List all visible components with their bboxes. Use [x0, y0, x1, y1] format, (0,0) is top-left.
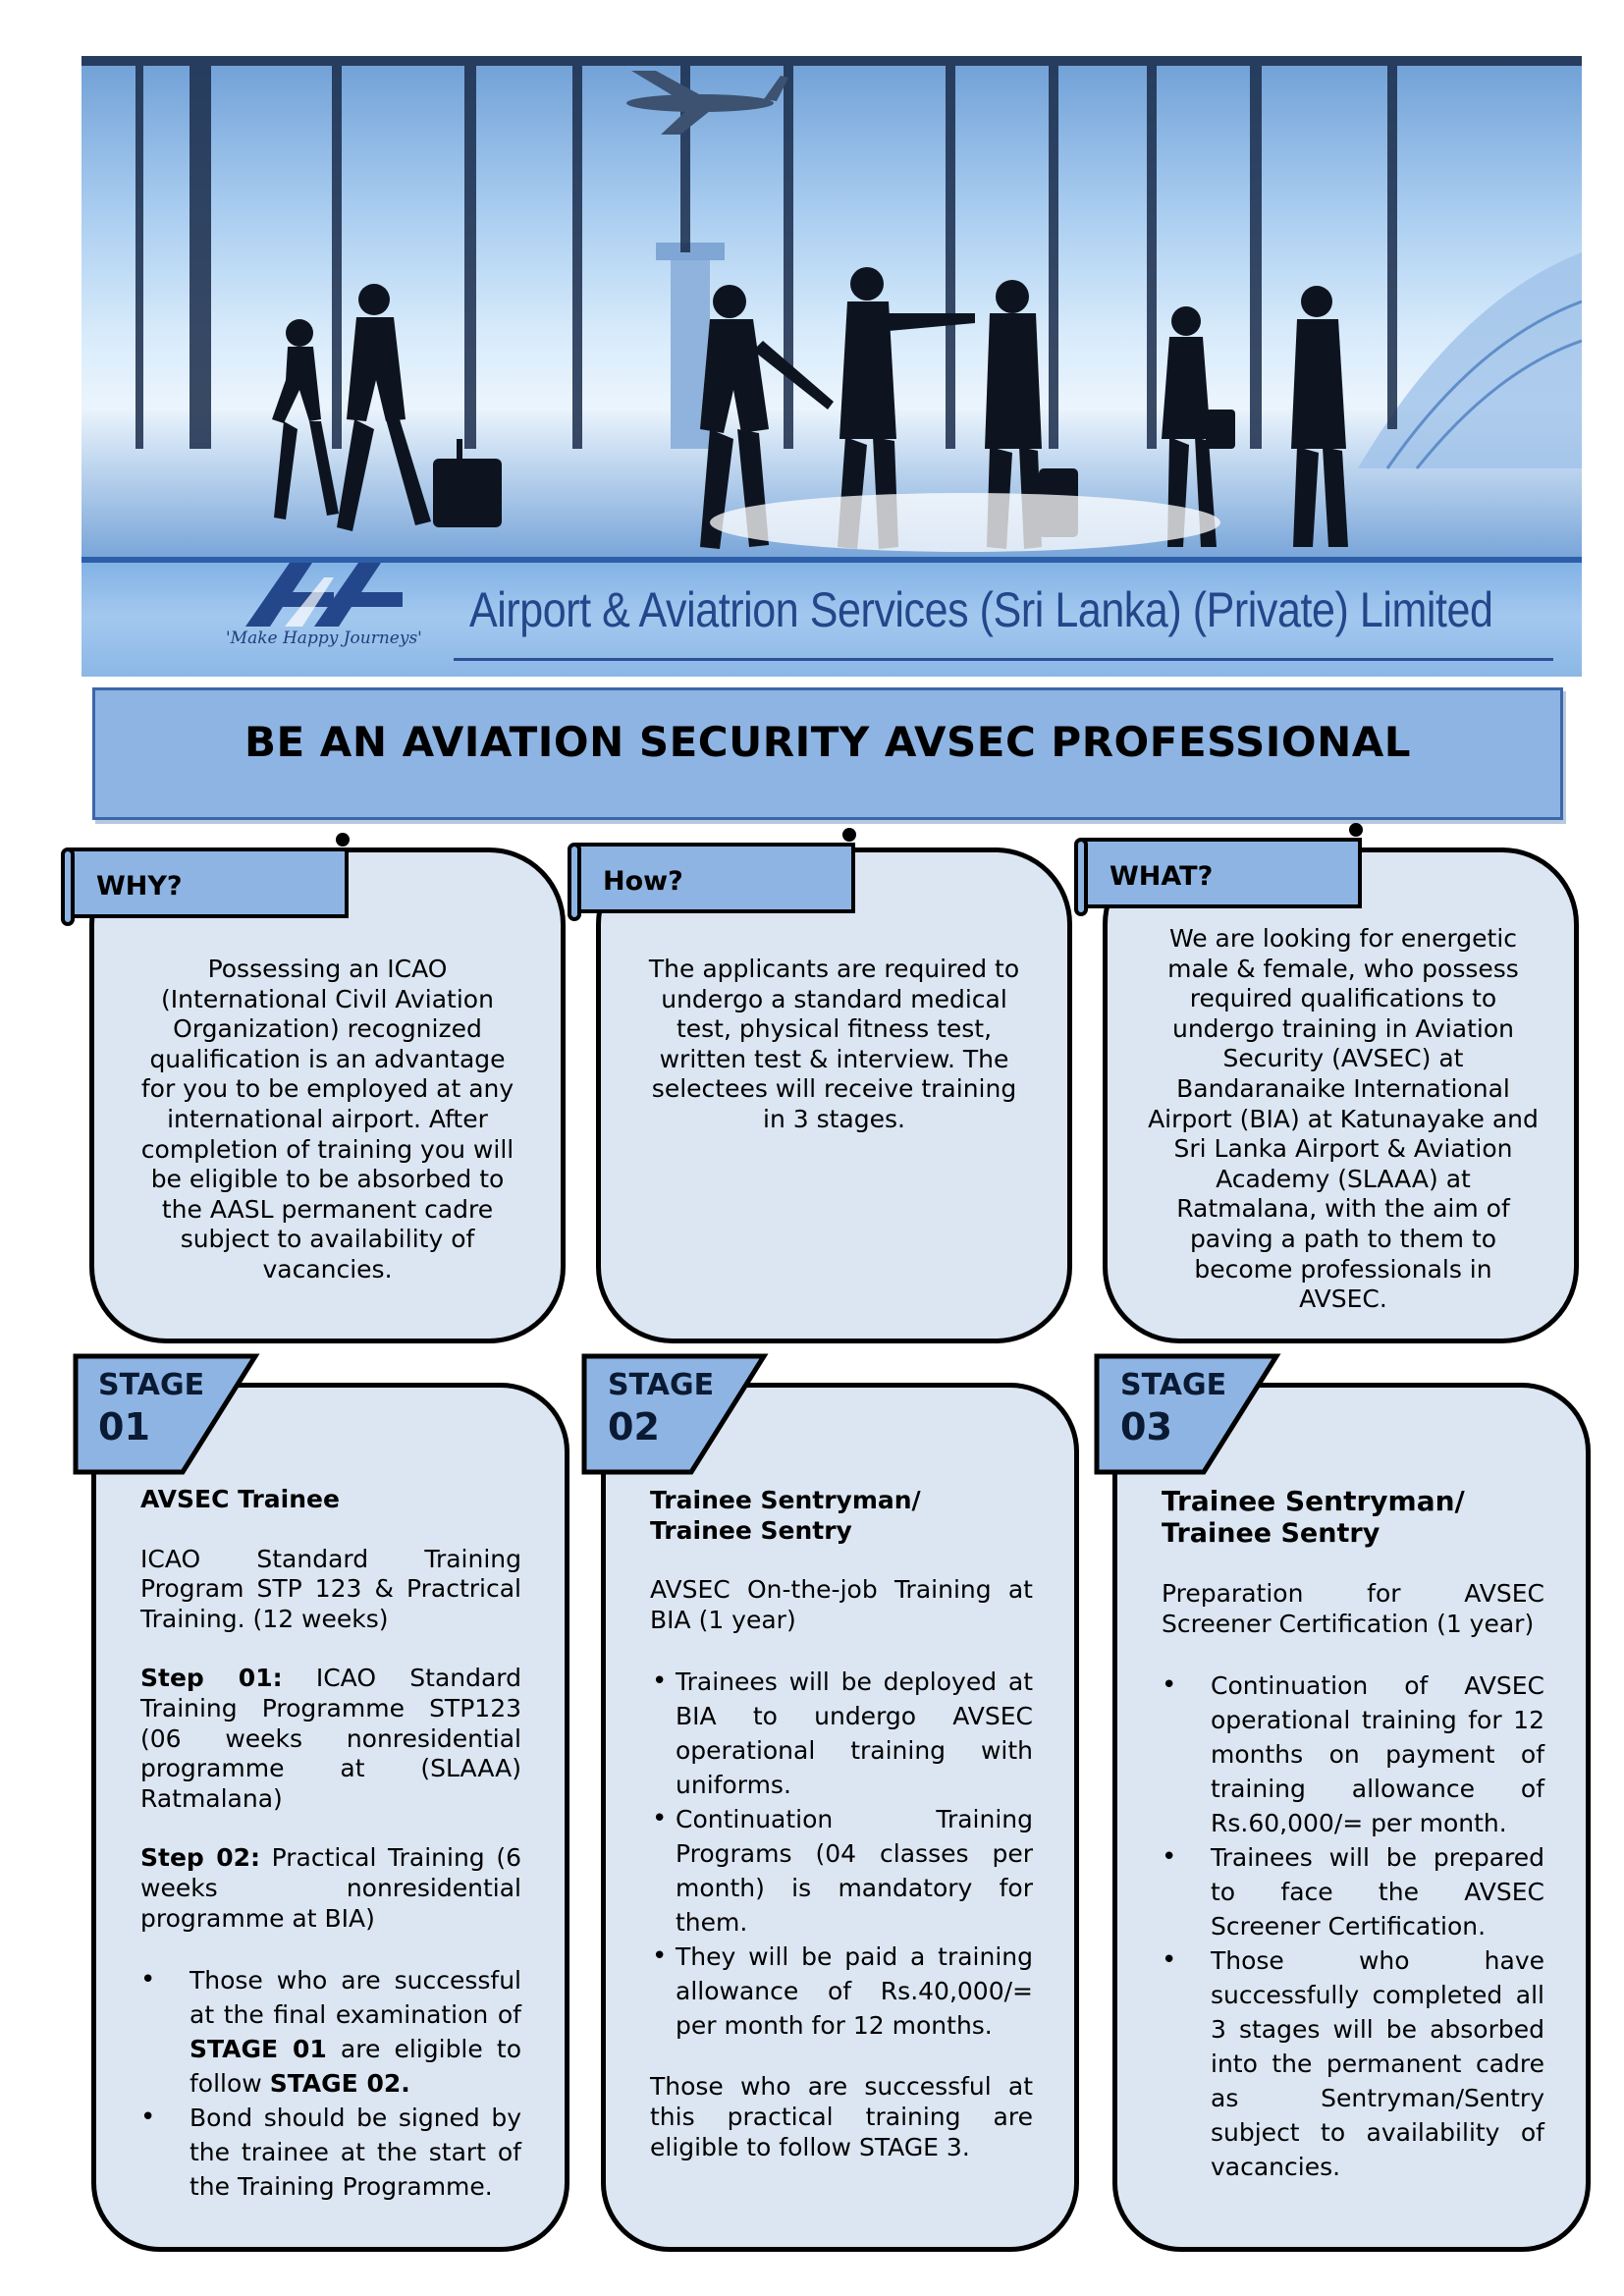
- stage-02-intro: AVSEC On-the-job Training at BIA (1 year): [650, 1575, 1033, 1634]
- list-item: • Continuation Training Programs (04 classes per month) is mandatory for them.: [650, 1802, 1033, 1940]
- list-item: • They will be paid a training allowance of Rs.40,000/= per month for 12 months.: [650, 1940, 1033, 2043]
- how-card: [596, 847, 1072, 1343]
- page-title: BE AN AVIATION SECURITY AVSEC PROFESSIONAL: [244, 718, 1412, 766]
- why-card: [89, 847, 566, 1343]
- stage-02-heading-2: Trainee Sentry: [650, 1515, 852, 1545]
- list-item: • Trainees will be prepared to face the AVSEC Screener Certification.: [1162, 1840, 1544, 1943]
- what-tab: [1080, 838, 1362, 908]
- how-text: The applicants are required to undergo a standard medical test, physical fitness test, written test & interview. The selectees will receive training in 3 stages.: [648, 955, 1020, 1133]
- stage-03-intro: Preparation for AVSEC Screener Certification (1 year): [1162, 1579, 1544, 1638]
- why-text: Possessing an ICAO (International Civil Aviation Organization) recognized qualification is an advantage for you to be employed at any international airport. After completion of training you will be eligible to be absorbed to the AASL permanent cadre subject to availability of vacancies.: [140, 955, 514, 1284]
- what-tab-dot: [1349, 823, 1363, 837]
- stage-02-word: STAGE: [608, 1368, 715, 1402]
- list-item: • Trainees will be deployed at BIA to undergo AVSEC operational training with uniforms.: [650, 1665, 1033, 1802]
- what-text: We are looking for energetic male & female, who possess required qualifications to undergo training in Aviation Security (AVSEC) at Bandaranaike International Airport (BIA) at Katunayake and Sri Lanka Airport & Aviation Academy (SLAAA) at Ratmalana, with the aim of paving a path to them to become professionals in AVSEC.: [1148, 924, 1539, 1314]
- stage-03-heading-2: Trainee Sentry: [1162, 1518, 1380, 1549]
- stage-02-body: [650, 1486, 1033, 2162]
- stage-03-heading-1: Trainee Sentryman/: [1162, 1485, 1465, 1517]
- stage-01-word: STAGE: [98, 1368, 205, 1402]
- brand-name: Airport & Aviatrion Services (Sri Lanka) (Private) Limited: [469, 582, 1493, 637]
- stage-03-word: STAGE: [1120, 1368, 1227, 1402]
- stage-03-list: [1162, 1668, 1544, 2184]
- stage-01-step-1: Step 01: ICAO Standard Training Programme STP123 (06 weeks nonresidential programme at (SLAAA) Ratmalana): [140, 1664, 521, 1813]
- stage-01-intro: ICAO Standard Training Program STP 123 & Practrical Training. (12 weeks): [140, 1544, 521, 1633]
- stage-01-list: [140, 1963, 521, 2204]
- stage-02-heading-1: Trainee Sentryman/: [650, 1486, 921, 1514]
- how-label: How?: [603, 866, 683, 897]
- title-box: [92, 687, 1563, 820]
- stage-01-step-2: Step 02: Practical Training (6 weeks nonresidential programme at BIA): [140, 1843, 521, 1933]
- stage-01-heading: AVSEC Trainee: [140, 1485, 340, 1513]
- airport-photo: [81, 56, 1582, 557]
- aasl-logo: [245, 558, 422, 631]
- what-card: [1103, 847, 1579, 1343]
- list-item: • Continuation of AVSEC operational training for 12 months on payment of training allowance of Rs.60,000/= per month.: [1162, 1668, 1544, 1840]
- stage-02-outro: Those who are successful at this practical training are eligible to follow STAGE 3.: [650, 2072, 1033, 2161]
- why-tab-dot: [336, 833, 350, 847]
- why-label: WHY?: [96, 871, 183, 902]
- brand-underline: [454, 658, 1553, 661]
- brand-tagline: 'Make Happy Journeys': [226, 629, 422, 648]
- how-tab-roll: [568, 843, 581, 921]
- list-item: • Bond should be signed by the trainee at the start of the Training Programme.: [140, 2101, 521, 2204]
- how-tab: [573, 843, 855, 913]
- list-item: • Those who have successfully completed all 3 stages will be absorbed into the permanent cadre as Sentryman/Sentry subject to availability of vacancies.: [1162, 1943, 1544, 2184]
- what-tab-roll: [1074, 838, 1088, 916]
- stage-02-number: 02: [608, 1405, 660, 1449]
- how-tab-dot: [842, 828, 856, 842]
- stage-03-number: 03: [1120, 1405, 1172, 1449]
- stage-01-number: 01: [98, 1405, 150, 1449]
- stage-01-body: [140, 1485, 521, 2204]
- stage-02-list: [650, 1665, 1033, 2043]
- what-label: WHAT?: [1110, 861, 1214, 892]
- why-tab-roll: [61, 847, 75, 926]
- stage-03-body: [1162, 1485, 1544, 2184]
- list-item: • Those who are successful at the final examination of STAGE 01 are eligible to follow STAGE 02.: [140, 1963, 521, 2101]
- why-tab: [67, 847, 349, 918]
